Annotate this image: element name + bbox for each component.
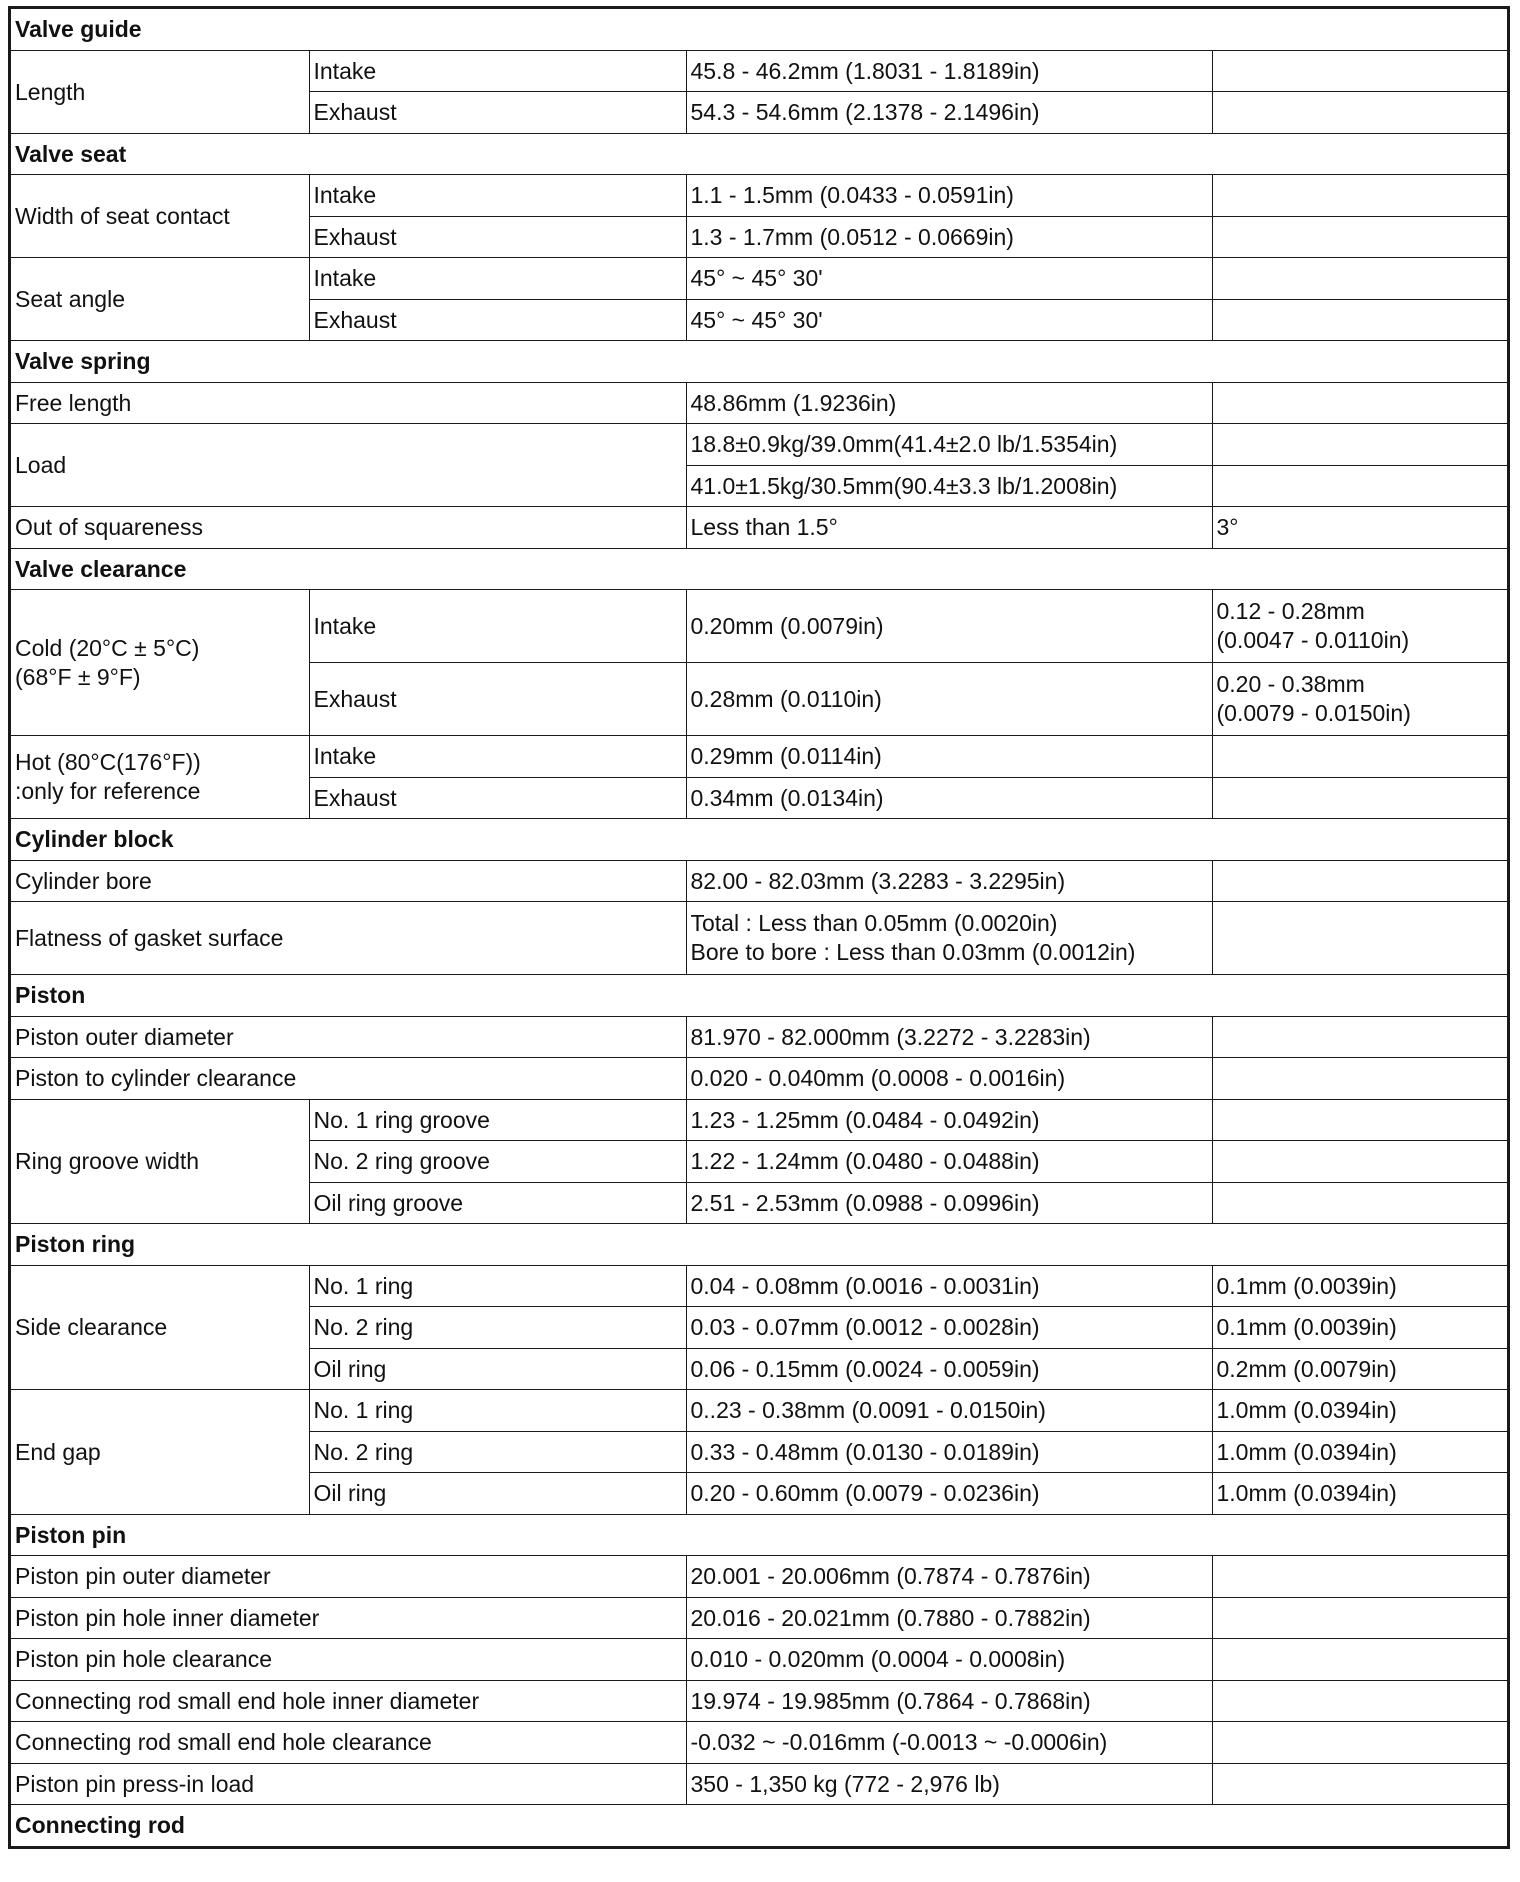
- section-title: Cylinder block: [11, 819, 1507, 861]
- row-label: Piston to cylinder clearance: [11, 1058, 686, 1100]
- spec-value: 0.06 - 0.15mm (0.0024 - 0.0059in): [686, 1348, 1212, 1390]
- spec-value: 82.00 - 82.03mm (3.2283 - 3.2295in): [686, 860, 1212, 902]
- sub-label: No. 2 ring: [309, 1307, 686, 1349]
- limit-value: [1212, 1556, 1507, 1598]
- limit-value: [1212, 663, 1507, 736]
- table-row: [11, 175, 1507, 217]
- limit-value: [1212, 1597, 1507, 1639]
- table-row: [11, 1058, 1507, 1100]
- sub-label: Exhaust: [309, 777, 686, 819]
- table-row: [11, 1265, 1507, 1307]
- row-label-line: (68°F ± 9°F): [15, 663, 141, 690]
- spec-value: 0.20 - 0.60mm (0.0079 - 0.0236in): [686, 1473, 1212, 1515]
- limit-line: (0.0079 - 0.0150in): [1216, 700, 1411, 726]
- section-title: Valve clearance: [11, 548, 1507, 590]
- spec-value: Less than 1.5°: [686, 507, 1212, 549]
- table-row: [11, 1680, 1507, 1722]
- section-header-valve-seat: [11, 133, 1507, 175]
- table-row: [11, 1722, 1507, 1764]
- row-label: Ring groove width: [11, 1099, 309, 1224]
- limit-value: 0.2mm (0.0079in): [1212, 1348, 1507, 1390]
- spec-value-line: Bore to bore : Less than 0.03mm (0.0012in): [690, 939, 1136, 965]
- sub-label: No. 1 ring: [309, 1390, 686, 1432]
- table-row: [11, 424, 1507, 466]
- limit-value: 1.0mm (0.0394in): [1212, 1473, 1507, 1515]
- limit-value: [1212, 736, 1507, 778]
- section-header-valve-spring: [11, 341, 1507, 383]
- section-title: Valve seat: [11, 133, 1507, 175]
- sub-label: Intake: [309, 590, 686, 663]
- sub-label: Intake: [309, 736, 686, 778]
- limit-value: [1212, 590, 1507, 663]
- table-row: [11, 1390, 1507, 1432]
- spec-value-line: Total : Less than 0.05mm (0.0020in): [690, 910, 1058, 936]
- section-header-piston: [11, 975, 1507, 1017]
- spec-value: 0.29mm (0.0114in): [686, 736, 1212, 778]
- limit-value: [1212, 1763, 1507, 1805]
- section-header-cylinder-block: [11, 819, 1507, 861]
- spec-value: 0.34mm (0.0134in): [686, 777, 1212, 819]
- section-title: Piston pin: [11, 1514, 1507, 1556]
- row-label: Piston pin press-in load: [11, 1763, 686, 1805]
- sub-label: Exhaust: [309, 216, 686, 258]
- limit-value: [1212, 382, 1507, 424]
- sub-label: Intake: [309, 175, 686, 217]
- limit-value: [1212, 1099, 1507, 1141]
- engine-spec-table: [11, 9, 1507, 1846]
- spec-value: 1.1 - 1.5mm (0.0433 - 0.0591in): [686, 175, 1212, 217]
- spec-value: 19.974 - 19.985mm (0.7864 - 0.7868in): [686, 1680, 1212, 1722]
- spec-value: 18.8±0.9kg/39.0mm(41.4±2.0 lb/1.5354in): [686, 424, 1212, 466]
- section-header-valve-guide: [11, 9, 1507, 50]
- limit-value: [1212, 1058, 1507, 1100]
- table-row: [11, 860, 1507, 902]
- sub-label: Exhaust: [309, 299, 686, 341]
- table-row: [11, 1639, 1507, 1681]
- limit-value: 0.1mm (0.0039in): [1212, 1265, 1507, 1307]
- spec-value: 54.3 - 54.6mm (2.1378 - 2.1496in): [686, 92, 1212, 134]
- limit-value: [1212, 902, 1507, 975]
- spec-value: 20.016 - 20.021mm (0.7880 - 0.7882in): [686, 1597, 1212, 1639]
- section-title: Piston ring: [11, 1224, 1507, 1266]
- sub-label: No. 2 ring: [309, 1431, 686, 1473]
- table-row: [11, 1016, 1507, 1058]
- row-label: Cylinder bore: [11, 860, 686, 902]
- spec-value: 0.03 - 0.07mm (0.0012 - 0.0028in): [686, 1307, 1212, 1349]
- row-label: Connecting rod small end hole clearance: [11, 1722, 686, 1764]
- table-row: [11, 1597, 1507, 1639]
- spec-value: 2.51 - 2.53mm (0.0988 - 0.0996in): [686, 1182, 1212, 1224]
- spec-value: -0.032 ~ -0.016mm (-0.0013 ~ -0.0006in): [686, 1722, 1212, 1764]
- limit-line: 0.20 - 0.38mm: [1216, 671, 1365, 697]
- limit-value: [1212, 1639, 1507, 1681]
- row-label: Free length: [11, 382, 686, 424]
- sub-label: Exhaust: [309, 92, 686, 134]
- limit-value: [1212, 1182, 1507, 1224]
- limit-line: 0.12 - 0.28mm: [1216, 598, 1365, 624]
- limit-value: [1212, 777, 1507, 819]
- spec-value: 48.86mm (1.9236in): [686, 382, 1212, 424]
- row-label: [11, 590, 309, 736]
- row-label: Flatness of gasket surface: [11, 902, 686, 975]
- row-label: End gap: [11, 1390, 309, 1515]
- spec-value: 20.001 - 20.006mm (0.7874 - 0.7876in): [686, 1556, 1212, 1598]
- sub-label: No. 1 ring groove: [309, 1099, 686, 1141]
- row-label: Load: [11, 424, 686, 507]
- row-label-line: Cold (20°C ± 5°C): [15, 634, 200, 661]
- limit-value: [1212, 92, 1507, 134]
- limit-value: [1212, 175, 1507, 217]
- spec-value: 0..23 - 0.38mm (0.0091 - 0.0150in): [686, 1390, 1212, 1432]
- spec-value: 0.04 - 0.08mm (0.0016 - 0.0031in): [686, 1265, 1212, 1307]
- limit-value: 1.0mm (0.0394in): [1212, 1431, 1507, 1473]
- limit-value: [1212, 299, 1507, 341]
- spec-value: 1.3 - 1.7mm (0.0512 - 0.0669in): [686, 216, 1212, 258]
- spec-value: 0.020 - 0.040mm (0.0008 - 0.0016in): [686, 1058, 1212, 1100]
- row-label-line: Hot (80°C(176°F)): [15, 749, 201, 775]
- sub-label: No. 1 ring: [309, 1265, 686, 1307]
- limit-value: [1212, 258, 1507, 300]
- limit-value: [1212, 424, 1507, 466]
- row-label: Seat angle: [11, 258, 309, 341]
- row-label: Piston outer diameter: [11, 1016, 686, 1058]
- spec-value: 1.23 - 1.25mm (0.0484 - 0.0492in): [686, 1099, 1212, 1141]
- table-row: [11, 1099, 1507, 1141]
- limit-value: 0.1mm (0.0039in): [1212, 1307, 1507, 1349]
- spec-value: 0.33 - 0.48mm (0.0130 - 0.0189in): [686, 1431, 1212, 1473]
- spec-value: 45.8 - 46.2mm (1.8031 - 1.8189in): [686, 50, 1212, 92]
- table-row: [11, 736, 1507, 778]
- spec-table-container: [8, 6, 1510, 1849]
- row-label: Side clearance: [11, 1265, 309, 1390]
- table-row: [11, 50, 1507, 92]
- row-label: Piston pin hole inner diameter: [11, 1597, 686, 1639]
- section-title: Piston: [11, 975, 1507, 1017]
- section-title: Connecting rod: [11, 1805, 1507, 1846]
- sub-label: Oil ring: [309, 1473, 686, 1515]
- limit-value: 1.0mm (0.0394in): [1212, 1390, 1507, 1432]
- section-header-valve-clearance: [11, 548, 1507, 590]
- limit-value: [1212, 1016, 1507, 1058]
- limit-value: [1212, 860, 1507, 902]
- table-row: [11, 902, 1507, 975]
- limit-value: [1212, 1680, 1507, 1722]
- row-label: Out of squareness: [11, 507, 686, 549]
- limit-value: [1212, 50, 1507, 92]
- row-label: Connecting rod small end hole inner diameter: [11, 1680, 686, 1722]
- limit-value: 3°: [1212, 507, 1507, 549]
- spec-value: 350 - 1,350 kg (772 - 2,976 lb): [686, 1763, 1212, 1805]
- row-label: Piston pin outer diameter: [11, 1556, 686, 1598]
- row-label: Length: [11, 50, 309, 133]
- limit-value: [1212, 465, 1507, 507]
- row-label-line: :only for reference: [15, 778, 201, 804]
- spec-value: 45° ~ 45° 30': [686, 299, 1212, 341]
- sub-label: Intake: [309, 50, 686, 92]
- row-label: Piston pin hole clearance: [11, 1639, 686, 1681]
- limit-value: [1212, 216, 1507, 258]
- spec-value: 45° ~ 45° 30': [686, 258, 1212, 300]
- table-row: [11, 258, 1507, 300]
- spec-value: 1.22 - 1.24mm (0.0480 - 0.0488in): [686, 1141, 1212, 1183]
- limit-line: (0.0047 - 0.0110in): [1216, 627, 1410, 653]
- sub-label: No. 2 ring groove: [309, 1141, 686, 1183]
- spec-value: [686, 902, 1212, 975]
- sub-label: Intake: [309, 258, 686, 300]
- sub-label: Oil ring groove: [309, 1182, 686, 1224]
- table-row: [11, 1556, 1507, 1598]
- section-title: Valve guide: [11, 9, 1507, 50]
- row-label: Width of seat contact: [11, 175, 309, 258]
- spec-value: 0.20mm (0.0079in): [686, 590, 1212, 663]
- table-row: [11, 382, 1507, 424]
- spec-value: 81.970 - 82.000mm (3.2272 - 3.2283in): [686, 1016, 1212, 1058]
- limit-value: [1212, 1722, 1507, 1764]
- sub-label: Oil ring: [309, 1348, 686, 1390]
- table-row: [11, 507, 1507, 549]
- section-header-connecting-rod: [11, 1805, 1507, 1846]
- row-label: [11, 736, 309, 819]
- table-row: [11, 590, 1507, 663]
- section-header-piston-pin: [11, 1514, 1507, 1556]
- spec-value: 0.28mm (0.0110in): [686, 663, 1212, 736]
- section-title: Valve spring: [11, 341, 1507, 383]
- spec-value: 41.0±1.5kg/30.5mm(90.4±3.3 lb/1.2008in): [686, 465, 1212, 507]
- section-header-piston-ring: [11, 1224, 1507, 1266]
- sub-label: Exhaust: [309, 663, 686, 736]
- spec-value: 0.010 - 0.020mm (0.0004 - 0.0008in): [686, 1639, 1212, 1681]
- table-row: [11, 1763, 1507, 1805]
- limit-value: [1212, 1141, 1507, 1183]
